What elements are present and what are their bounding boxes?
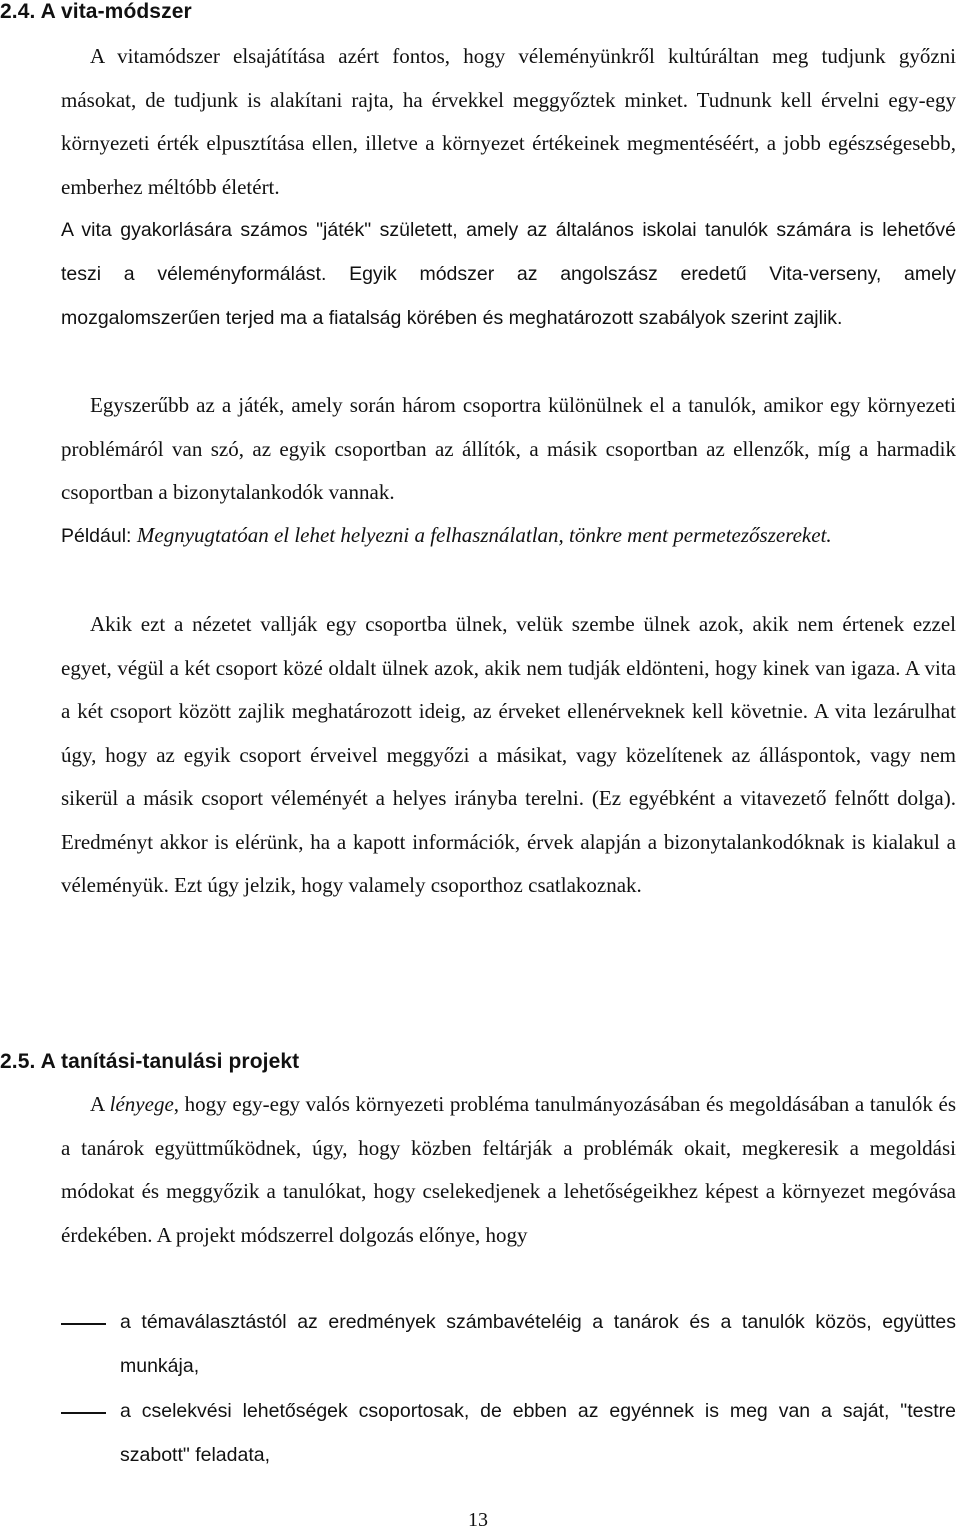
- list-item-text: a témaválasztástól az eredmények számbavételéig a tanárok és a tanulók közös, együttes munkája,: [120, 1311, 956, 1377]
- paragraph-text: A: [90, 1092, 110, 1116]
- emphasis-text: lényege: [109, 1092, 174, 1116]
- example-paragraph: [61, 514, 956, 559]
- paragraph: A vitamódszer elsajátítása azért fontos, hogy véleményünkről kultúráltan meg tudjunk győzni másokat, de tudjunk is alakítani rajta, ha érvekkel meggyőztek minket. Tudnunk kell érvelni egy-egy környezeti érték elpusztítása ellen, illetve a környezet értékeinek megmentéséért, a jobb egészségesebb, emberhez méltóbb életért.: [61, 44, 956, 199]
- example-lead: Például:: [61, 525, 137, 547]
- list-item: [61, 1390, 956, 1477]
- list-item: [61, 1301, 956, 1388]
- paragraph: Egyszerűbb az a játék, amely során három csoportra különülnek el a tanulók, amikor egy környezeti problémáról van szó, az egyik csoportban az állítók, a másik csoportban az ellenzők, míg a harmadik csoportban a bizonytalankodók vannak.: [61, 393, 956, 504]
- example-text: Megnyugtatóan el lehet helyezni a felhasználatlan, tönkre ment permetezőszereket.: [136, 523, 832, 547]
- paragraph-text: , hogy egy-egy valós környezeti probléma tanulmányozásában és megoldásában a tanulók és a tanárok együttműködnek, úgy, hogy közben feltárják a problémák okait, megkeresik a megoldási módokat és meggyőzik a tanulókat, hogy cselekedjenek a lehetőségeikhez képest a környezet megóvása érdekében. A projekt módszerrel dolgozás előnye, hogy: [61, 1092, 956, 1247]
- paragraph: [61, 1083, 956, 1257]
- list-item-text: a cselekvési lehetőségek csoportosak, de ebben az egyénnek is meg van a saját, "testre szabott" feladata,: [120, 1400, 956, 1466]
- paragraph: A vita gyakorlására számos "játék" született, amely az általános iskolai tanulók számára is lehetővé teszi a véleményformálást. Egyik módszer az angolszász eredetű Vita-verseny, amely mozgalomszerűen terjed ma a fiatalság körében és meghatározott szabályok szerint zajlik.: [61, 219, 956, 329]
- section-heading: 2.5. A tanítási-tanulási projekt: [0, 1050, 300, 1073]
- paragraph: Akik ezt a nézetet vallják egy csoportba ülnek, velük szembe ülnek azok, akik nem értenek ezzel egyet, végül a két csoport közé oldalt ülnek azok, akik nem tudják eldönteni, hogy kinek van igaza. A vita a két csoport között zajlik meghatározott ideig, az érveket ellenérveknek kell követnie. A vita lezárulhat úgy, hogy az egyik csoport érveivel meggyőzi a másikat, vagy közelítenek az álláspontok, vagy nem sikerül a másik csoport véleményét a helyes irányba terelni. (Ez egyébként a vitavezető felnőtt dolga). Eredményt akkor is elérünk, ha a kapott információk, érvek alapján a bizonytalankodóknak is kialakul a véleményük. Ezt úgy jelzik, hogy valamely csoporthoz csatlakoznak.: [61, 612, 956, 897]
- page-number: 13: [468, 1509, 488, 1531]
- section-heading: 2.4. A vita-módszer: [0, 0, 192, 23]
